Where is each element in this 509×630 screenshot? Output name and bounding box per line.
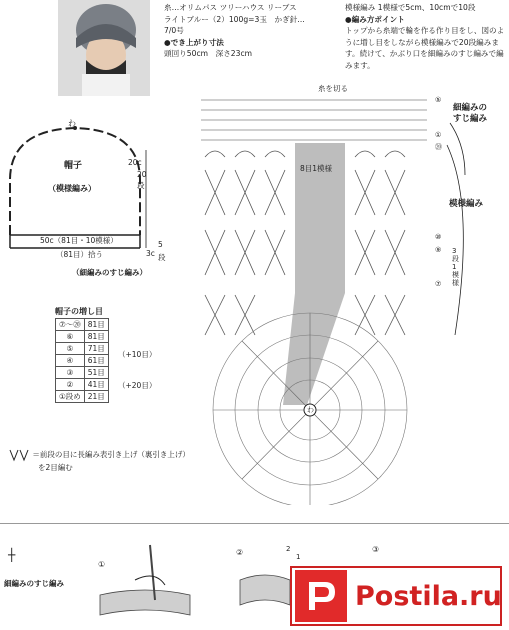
row-9-marker: ⑨ [435, 246, 442, 254]
increase-round: ④ [56, 355, 85, 367]
increase-count: 81目 [84, 319, 108, 331]
row-5-marker: ⑤ [435, 96, 442, 104]
step-3-label: ③ [372, 545, 380, 554]
repeat-label: 3 段 1 模 様 [452, 247, 459, 287]
step-1-illustration [95, 540, 195, 620]
stitch-legend [8, 448, 190, 473]
increase-row [56, 331, 109, 343]
watermark-text: Postila.ru [355, 580, 502, 612]
start-ring-mark: わ [68, 119, 76, 128]
increase-row [56, 343, 109, 355]
rib-label: 細編みの すじ編み [453, 103, 488, 124]
depth-rows: 20 [137, 170, 147, 179]
brim-unit: 段 [158, 253, 166, 262]
increase-count: 81目 [84, 331, 108, 343]
step-2-arrow-a: 2 [286, 545, 291, 553]
points-body: トップから糸端で輪を作る作り目をし、図のように増し目をしながら模様編みで20段編みます。続けて、かぶり口を細編みのすじ編みで編みます。 [345, 26, 505, 70]
depth-unit: 段 [137, 181, 145, 190]
row-1-marker: ① [435, 131, 442, 139]
increase-table-title: 帽子の増し目 [55, 307, 103, 316]
increase-count: 21目 [84, 391, 108, 403]
hat-schematic [0, 110, 200, 290]
brim-label: （細編みのすじ編み） [72, 268, 147, 277]
legend-line-1: ＝前段の目に長編み表引き上げ（裏引き上げ） [32, 450, 190, 459]
crochet-chart [195, 85, 509, 505]
increase-count: 71目 [84, 343, 108, 355]
brim-height: 3c [146, 249, 155, 258]
yarn-line-2: ライトブルー（2）100g=3玉 かぎ針… [164, 14, 305, 24]
plus-20-note: （+20目） [118, 381, 157, 390]
hat-subtitle: （模様編み） [48, 184, 96, 193]
hook-size: 7/0号 [164, 26, 184, 35]
yarn-line-1: 糸…オリムパス ツリーハウス リーブス [164, 3, 297, 12]
postila-logo-icon [295, 570, 347, 622]
pattern-label: 模様編み [449, 199, 484, 209]
legend-line-2: を2目編む [38, 463, 73, 472]
depth-label: 20c [128, 158, 142, 167]
model-photo [58, 0, 150, 96]
post-stitch-icon [8, 448, 30, 462]
points-heading: ●編み方ポイント [345, 14, 405, 24]
size-heading: ●でき上がり寸法 [164, 37, 224, 47]
step-2-illustration [235, 555, 295, 620]
single-crochet-symbol: ┼ [8, 548, 16, 562]
hat-title: 帽子 [64, 161, 83, 171]
increase-row [56, 319, 109, 331]
increase-row [56, 391, 109, 403]
size-value: 頭回り50cm 深さ23cm [164, 49, 253, 58]
increase-count: 51目 [84, 367, 108, 379]
row-20-marker: ⑳ [435, 143, 442, 151]
increase-round: ③ [56, 367, 85, 379]
increase-table [55, 318, 109, 403]
increase-count: 61目 [84, 355, 108, 367]
step-1-label: ① [98, 560, 106, 569]
gauge-info [345, 2, 505, 71]
repeat-marker-label: 8目1模様 [300, 164, 333, 173]
chart-center-mark: わ [307, 406, 314, 414]
increase-round: ⑦〜⑳ [56, 319, 85, 331]
row-10-marker: ⑩ [435, 233, 442, 241]
step-2-arrow-b: 1 [296, 553, 301, 561]
increase-row [56, 355, 109, 367]
circumference-label: 50c（81目・10模様） [40, 236, 118, 245]
step-2-label: ② [236, 548, 244, 557]
symbol-label: 細編みのすじ編み [4, 579, 64, 588]
increase-row [56, 379, 109, 391]
row-7-marker: ⑦ [435, 280, 442, 288]
brim-rows: 5 [158, 240, 163, 249]
postila-watermark [290, 566, 502, 626]
increase-round: ①段め [56, 391, 85, 403]
increase-round: ② [56, 379, 85, 391]
increase-count: 41目 [84, 379, 108, 391]
increase-round: ⑤ [56, 343, 85, 355]
materials-info [164, 2, 344, 60]
increase-row [56, 367, 109, 379]
increase-round: ⑥ [56, 331, 85, 343]
plus-10-note: （+10目） [118, 350, 157, 359]
gauge-line: 模様編み 1模様で5cm、10cmで10段 [345, 3, 476, 12]
pickup-label: （81目）拾う [56, 250, 104, 259]
cut-yarn-label: 糸を切る [318, 84, 348, 93]
